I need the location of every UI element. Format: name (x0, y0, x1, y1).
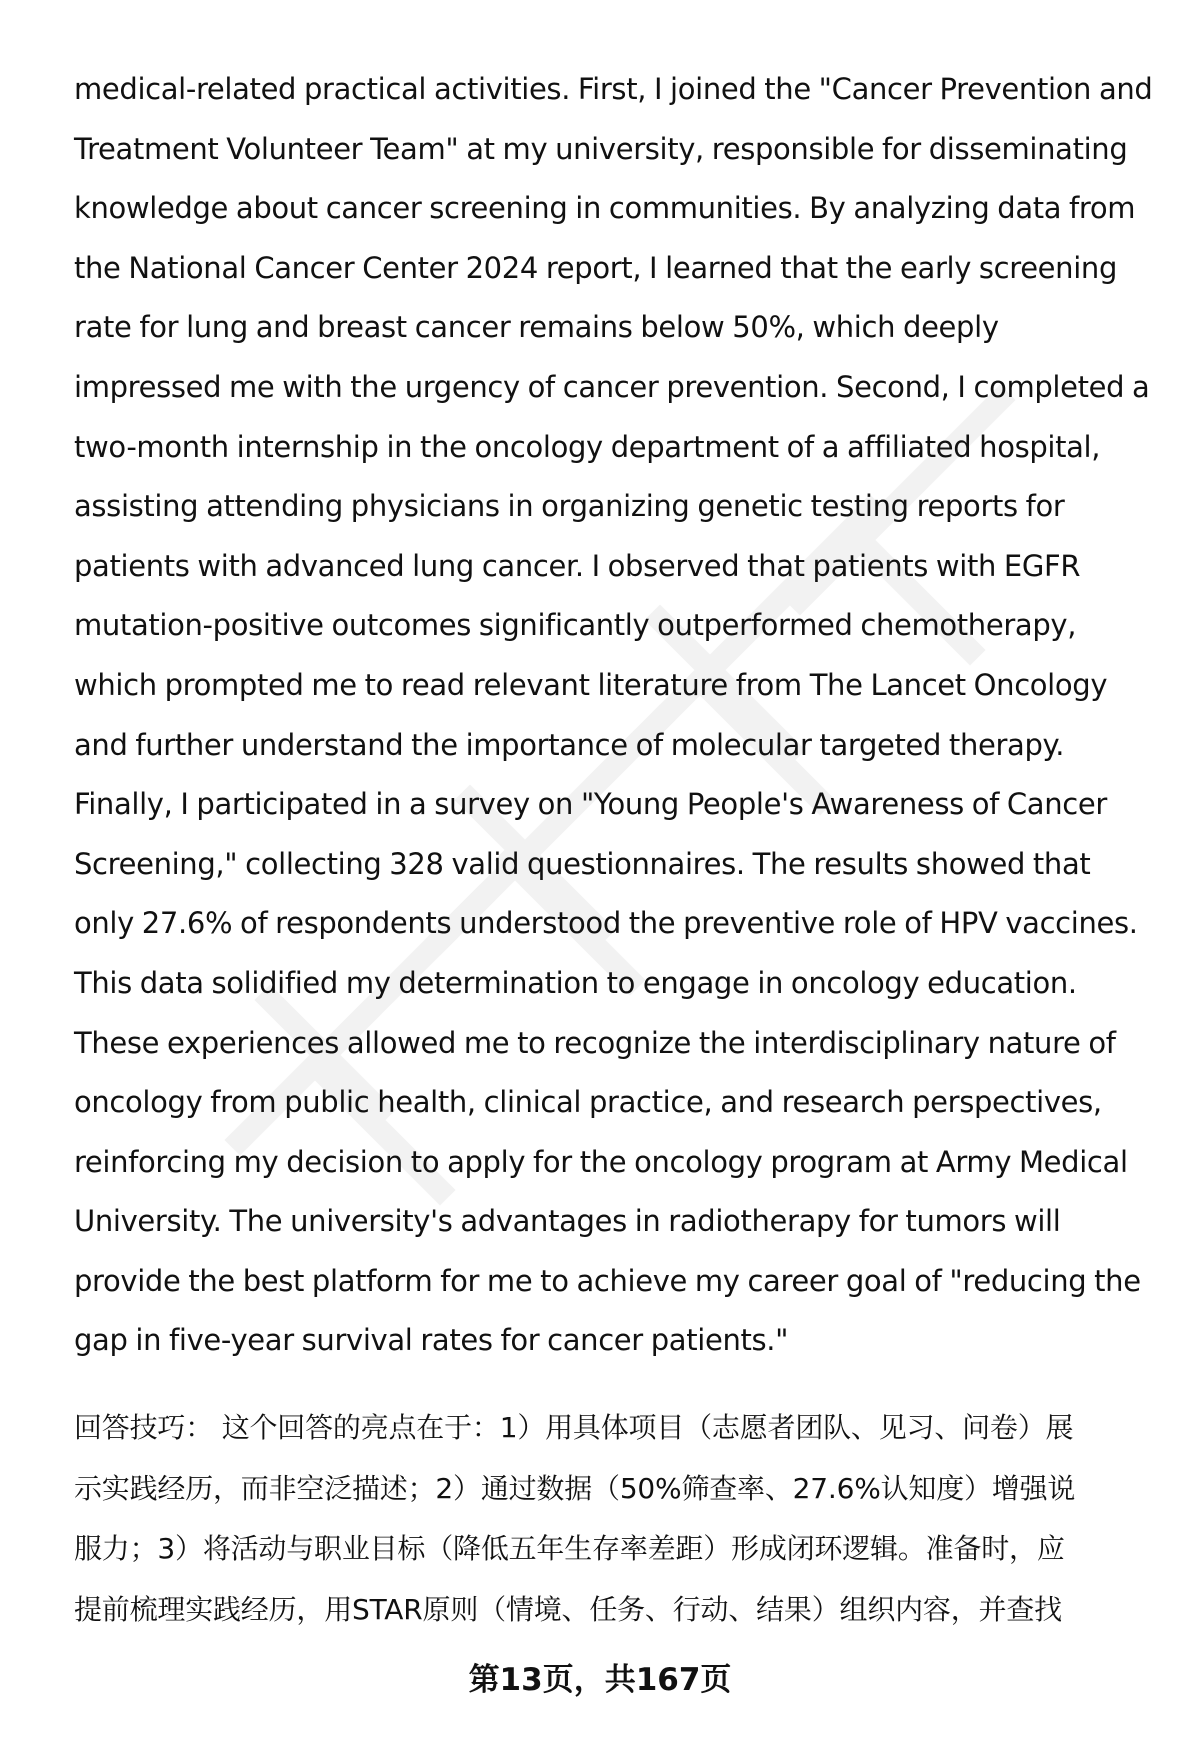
body-line: This data solidified my determination to engage in oncology education. (74, 965, 1077, 1000)
answer-tips (74, 1398, 1164, 1640)
body-line: the National Cancer Center 2024 report, I learned that the early screening (74, 250, 1117, 285)
tip-line: 提前梳理实践经历，用STAR原则（情境、任务、行动、结果）组织内容，并查找 (74, 1592, 1062, 1626)
tip-line: 服力；3）将活动与职业目标（降低五年生存率差距）形成闭环逻辑。准备时，应 (74, 1532, 1065, 1565)
body-line: rate for lung and breast cancer remains below 50%, which deeply (74, 310, 999, 345)
body-line: and further understand the importance of molecular targeted therapy. (74, 727, 1065, 762)
body-line: Finally, I participated in a survey on "Young People's Awareness of Cancer (74, 787, 1107, 822)
body-line: mutation-positive outcomes significantly outperformed chemotherapy, (74, 608, 1077, 643)
body-line: provide the best platform for me to achieve my career goal of "reducing the (74, 1263, 1141, 1298)
body-line: assisting attending physicians in organizing genetic testing reports for (74, 489, 1065, 524)
body-line: only 27.6% of respondents understood the preventive role of HPV vaccines. (74, 906, 1138, 941)
body-line: which prompted me to read relevant literature from The Lancet Oncology (74, 667, 1108, 702)
answer-body (74, 60, 1164, 1371)
body-line: two-month internship in the oncology department of a affiliated hospital, (74, 429, 1101, 464)
body-line: University. The university's advantages in radiotherapy for tumors will (74, 1204, 1061, 1239)
body-line: patients with advanced lung cancer. I observed that patients with EGFR (74, 548, 1081, 583)
tip-line: 示实践经历，而非空泛描述；2）通过数据（50%筛查率、27.6%认知度）增强说 (74, 1471, 1076, 1505)
body-line: Treatment Volunteer Team" at my university, responsible for disseminating (74, 131, 1128, 166)
body-line: medical-related practical activities. First, I joined the "Cancer Prevention and (74, 72, 1153, 106)
body-line: Screening," collecting 328 valid questionnaires. The results showed that (74, 846, 1091, 881)
body-line: knowledge about cancer screening in communities. By analyzing data from (74, 191, 1136, 226)
body-line: gap in five-year survival rates for cancer patients." (74, 1323, 789, 1358)
body-line: oncology from public health, clinical practice, and research perspectives, (74, 1085, 1102, 1120)
body-line: These experiences allowed me to recognize the interdisciplinary nature of (74, 1025, 1116, 1060)
page-number: 第13页，共167页 (468, 1662, 732, 1698)
body-line: reinforcing my decision to apply for the oncology program at Army Medical (74, 1144, 1128, 1179)
tip-line: 回答技巧： 这个回答的亮点在于：1）用具体项目（志愿者团队、见习、问卷）展 (74, 1411, 1074, 1444)
body-line: impressed me with the urgency of cancer prevention. Second, I completed a (74, 369, 1150, 404)
